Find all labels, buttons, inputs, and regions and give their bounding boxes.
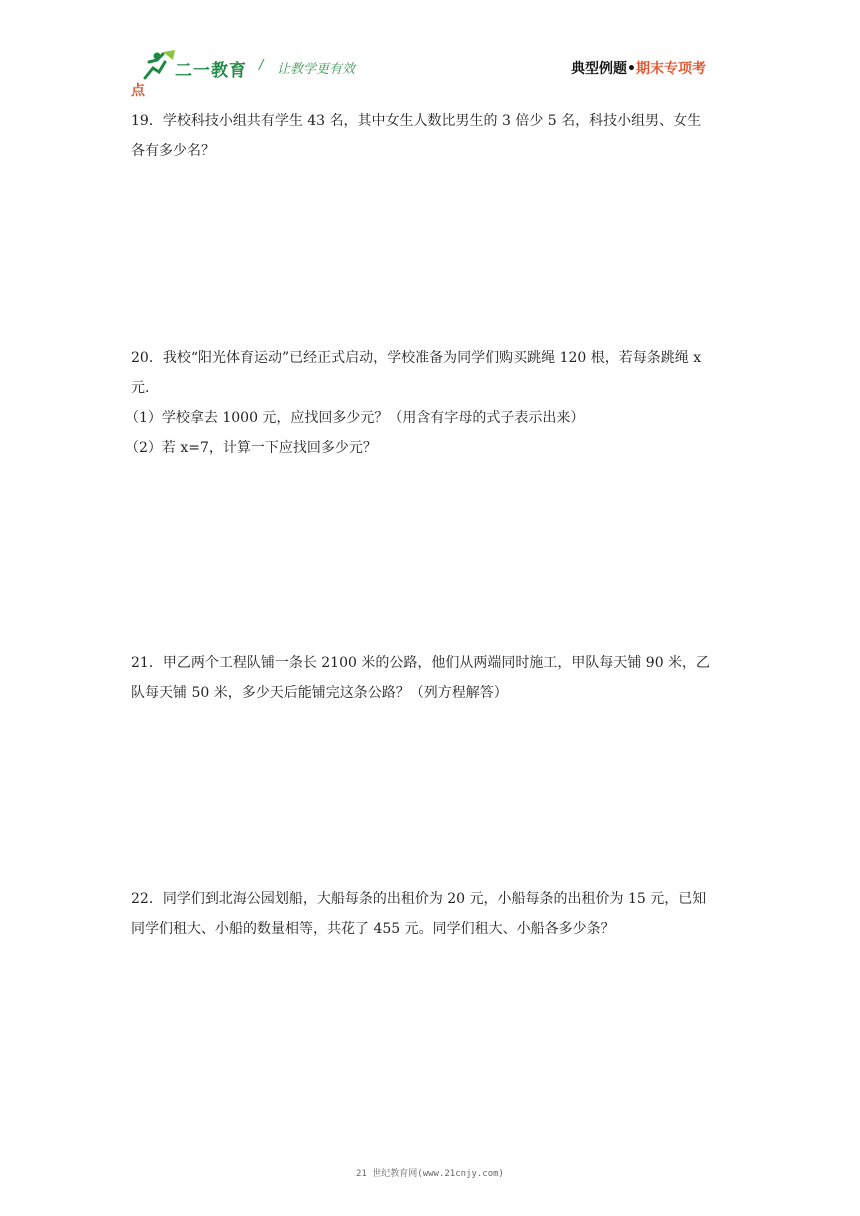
running-man-logo-icon xyxy=(135,48,179,84)
question-line: （2）若 x=7，计算一下应找回多少元？ xyxy=(125,440,377,456)
brand-name: 二一教育 xyxy=(175,61,247,81)
question-22 xyxy=(131,884,733,944)
question-line: 22．同学们到北海公园划船，大船每条的出租价为 20 元，小船每条的出租价为 15 元，已知 xyxy=(131,891,707,907)
section-title-wrap: 点 xyxy=(131,83,145,99)
section-title-main: 典型例题• xyxy=(571,61,636,77)
header-separator: / xyxy=(259,58,264,73)
question-20 xyxy=(125,343,733,463)
question-line: 21．甲乙两个工程队铺一条长 2100 米的公路，他们从两端同时施工，甲队每天铺 90 米，乙 xyxy=(131,655,711,671)
question-line: 19．学校科技小组共有学生 43 名，其中女生人数比男生的 3 倍少 5 名，科技小组男、女生 xyxy=(131,113,702,129)
question-line: 元． xyxy=(131,380,159,396)
brand-slogan: 让教学更有效 xyxy=(277,62,356,77)
question-line: 同学们租大、小船的数量相等，共花了 455 元。同学们租大、小船各多少条？ xyxy=(131,921,615,937)
question-line: （1）学校拿去 1000 元，应找回多少元？（用含有字母的式子表示出来） xyxy=(125,410,585,426)
section-title xyxy=(571,58,706,78)
page-footer: 21 世纪教育网(www.21cnjy.com) xyxy=(356,1169,504,1179)
question-line: 各有多少名？ xyxy=(131,143,215,159)
question-21 xyxy=(131,648,733,708)
question-line: 20．我校“阳光体育运动”已经正式启动，学校准备为同学们购买跳绳 120 根，若每条跳绳 x xyxy=(131,350,702,366)
question-line: 队每天铺 50 米，多少天后能铺完这条公路？（列方程解答） xyxy=(131,685,508,701)
page-header xyxy=(131,44,731,104)
question-19 xyxy=(131,106,733,166)
section-title-highlight: 期末专项考 xyxy=(635,61,706,77)
